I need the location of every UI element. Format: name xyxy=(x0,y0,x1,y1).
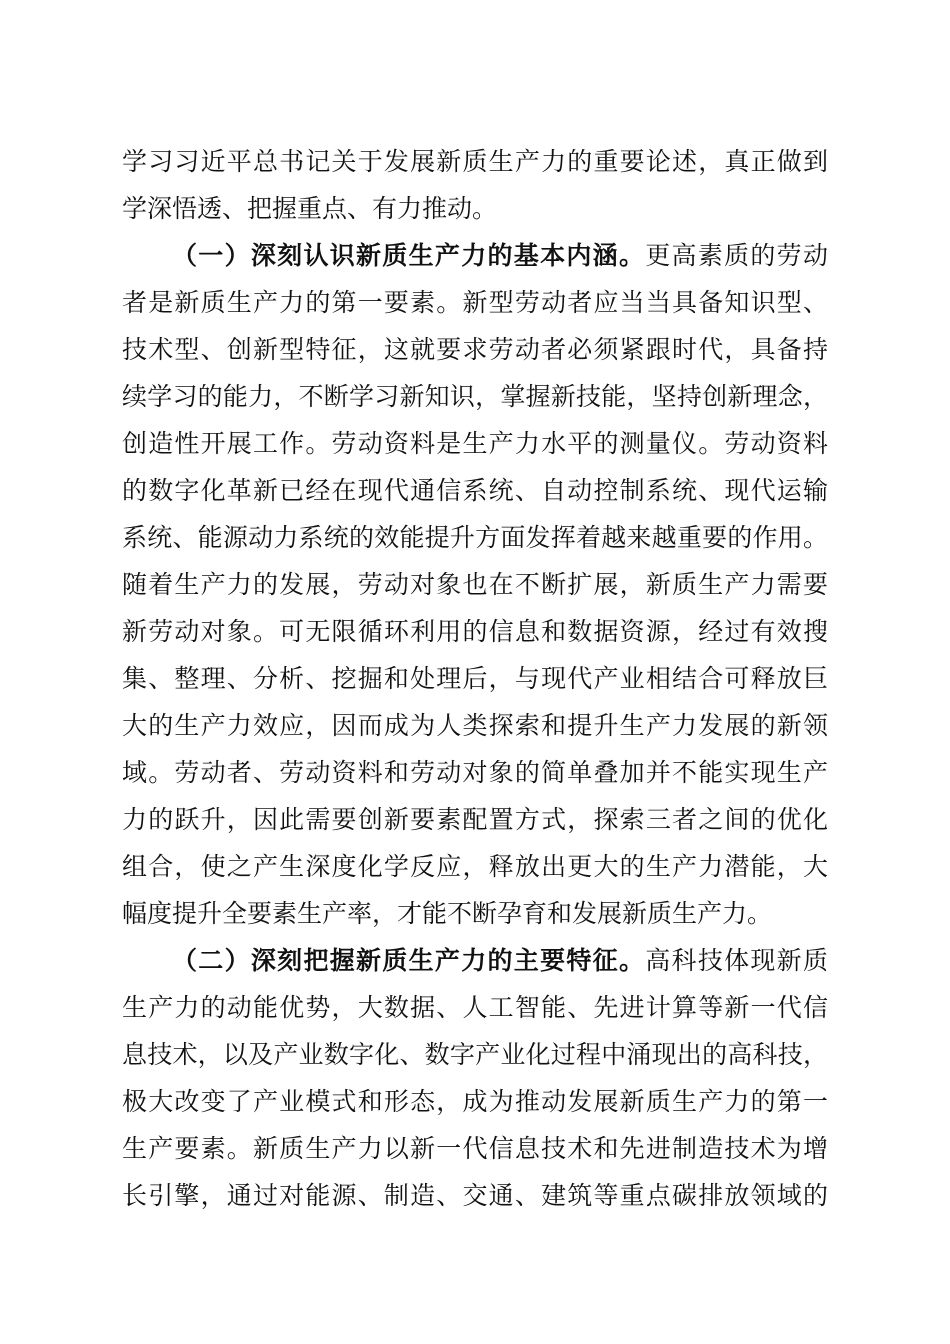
paragraph-line: 大的生产力效应，因而成为人类探索和提升生产力发展的新领 xyxy=(122,711,828,740)
paragraph-line: 新劳动对象。可无限循环利用的信息和数据资源，经过有效搜 xyxy=(122,617,828,646)
section-heading: （二）深刻把握新质生产力的主要特征。 xyxy=(172,946,646,975)
paragraph-line: 者是新质生产力的第一要素。新型劳动者应当当具备知识型、 xyxy=(122,288,828,317)
paragraph-line: 组合，使之产生深度化学反应，释放出更大的生产力潜能，大 xyxy=(122,852,828,881)
paragraph-line: 生产力的动能优势，大数据、人工智能、先进计算等新一代信 xyxy=(122,993,828,1022)
paragraph-line: 技术型、创新型特征，这就要求劳动者必须紧跟时代，具备持 xyxy=(122,335,828,364)
section-heading-line xyxy=(172,941,828,981)
paragraph-line: 域。劳动者、劳动资料和劳动对象的简单叠加并不能实现生产 xyxy=(122,758,828,787)
paragraph-line: 学深悟透、把握重点、有力推动。 xyxy=(122,194,498,223)
paragraph-line: 幅度提升全要素生产率，才能不断孕育和发展新质生产力。 xyxy=(122,899,773,928)
paragraph-text: 高科技体现新质 xyxy=(645,946,828,975)
paragraph-line: 息技术，以及产业数字化、数字产业化过程中涌现出的高科技， xyxy=(122,1040,828,1069)
paragraph-line: 极大改变了产业模式和形态，成为推动发展新质生产力的第一 xyxy=(122,1087,828,1116)
paragraph-text: 更高素质的劳动 xyxy=(645,241,828,270)
paragraph-line: 学习习近平总书记关于发展新质生产力的重要论述，真正做到 xyxy=(122,147,828,176)
paragraph-line: 长引擎，通过对能源、制造、交通、建筑等重点碳排放领域的 xyxy=(122,1181,828,1210)
paragraph-line: 集、整理、分析、挖掘和处理后，与现代产业相结合可释放巨 xyxy=(122,664,828,693)
paragraph-line: 创造性开展工作。劳动资料是生产力水平的测量仪。劳动资料 xyxy=(122,429,828,458)
paragraph-line: 力的跃升，因此需要创新要素配置方式，探索三者之间的优化 xyxy=(122,805,828,834)
section-heading-line xyxy=(172,236,828,276)
paragraph-line: 生产要素。新质生产力以新一代信息技术和先进制造技术为增 xyxy=(122,1134,828,1163)
section-heading: （一）深刻认识新质生产力的基本内涵。 xyxy=(172,241,646,270)
paragraph-line: 随着生产力的发展，劳动对象也在不断扩展，新质生产力需要 xyxy=(122,570,828,599)
paragraph-line: 系统、能源动力系统的效能提升方面发挥着越来越重要的作用。 xyxy=(122,523,828,552)
paragraph-line: 的数字化革新已经在现代通信系统、自动控制系统、现代运输 xyxy=(122,476,828,505)
paragraph-line: 续学习的能力，不断学习新知识，掌握新技能，坚持创新理念， xyxy=(122,382,828,411)
